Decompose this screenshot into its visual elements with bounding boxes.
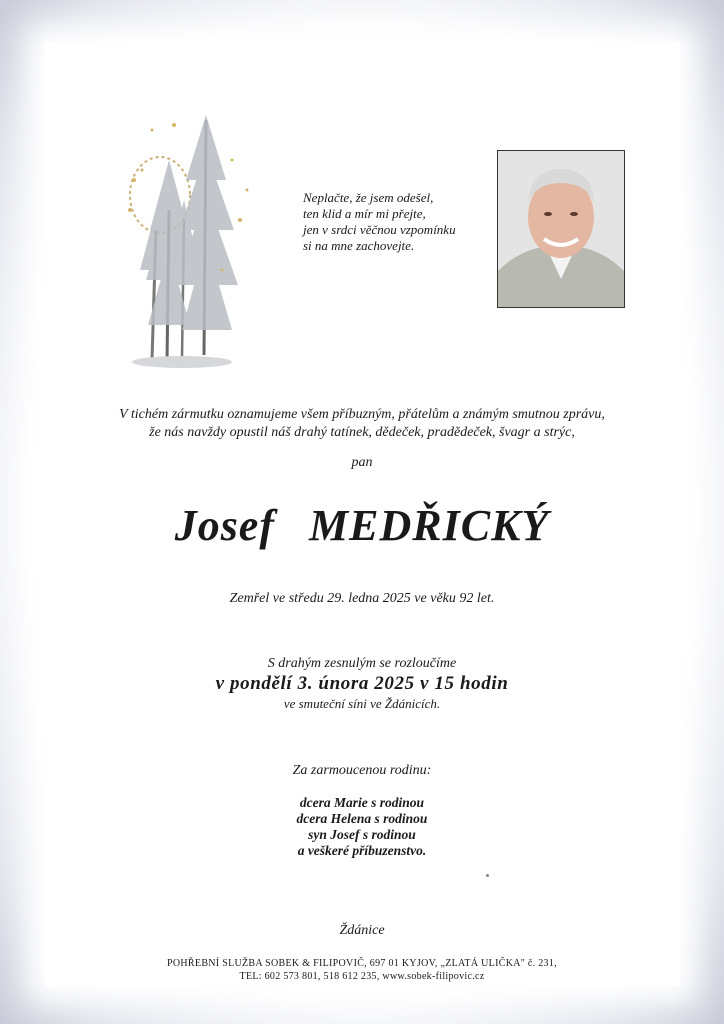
deceased-name: [0, 500, 724, 551]
family-member: dcera Marie s rodinou: [299, 795, 425, 810]
farewell-intro: S drahým zesnulým se rozloučíme: [267, 656, 457, 671]
family-intro: Za zarmoucenou rodinu:: [292, 763, 432, 778]
title-pan: pan: [351, 455, 373, 470]
stray-mark: [486, 874, 489, 877]
last-name: MEDŘICKÝ: [309, 501, 550, 550]
family-member: dcera Helena s rodinou: [296, 811, 428, 826]
first-name: Josef: [174, 501, 275, 550]
funeral-service-footer: [0, 957, 724, 983]
poem-line: ten klid a mír mi přejte,: [303, 206, 426, 221]
trees-icon: [112, 100, 272, 375]
footer-address: POHŘEBNÍ SLUŽBA SOBEK & FILIPOVIČ, 697 01 KYJOV, „ZLATÁ ULIČKA" č. 231,: [167, 958, 557, 969]
farewell-date: v pondělí 3. února 2025 v 15 hodin: [215, 673, 509, 694]
death-notice: Zemřel ve středu 29. ledna 2025 ve věku 92 let.: [229, 591, 495, 606]
poem-line: Neplačte, že jsem odešel,: [303, 190, 434, 205]
portrait-icon: [498, 151, 624, 307]
family-member: syn Josef s rodinou: [308, 827, 416, 842]
poem-line: jen v srdci věčnou vzpomínku: [303, 222, 456, 237]
announcement-line: V tichém zármutku oznamujeme všem příbuzným, přátelům a známým smutnou zprávu,: [119, 407, 605, 422]
location: Ždánice: [339, 923, 385, 938]
poem: [303, 190, 493, 254]
poem-line: si na mne zachovejte.: [303, 238, 415, 253]
farewell-place: ve smuteční síni ve Ždánicích.: [283, 696, 441, 711]
announcement-line: že nás navždy opustil náš drahý tatínek, dědeček, pradědeček, švagr a strýc,: [149, 425, 575, 440]
family-list: [0, 795, 724, 859]
portrait-photo: [497, 150, 625, 308]
family-member: a veškeré příbuzenstvo.: [297, 843, 427, 858]
footer-contact: TEL: 602 573 801, 518 612 235, www.sobek-filipovic.cz: [239, 971, 485, 982]
announcement: [0, 406, 724, 442]
